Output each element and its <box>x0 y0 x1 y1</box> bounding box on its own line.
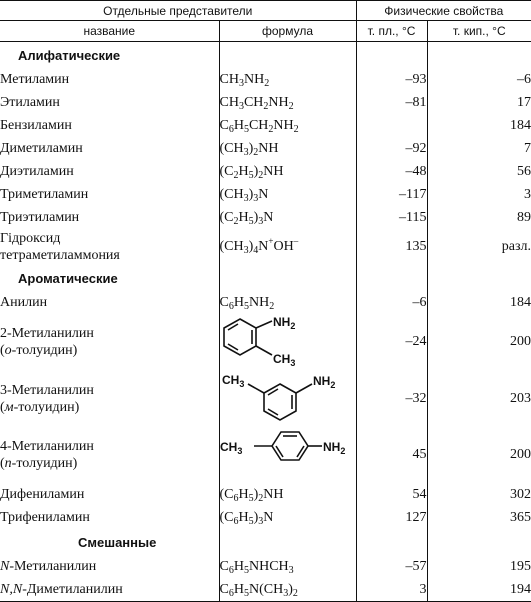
table-row <box>0 68 531 91</box>
svg-text:NH2: $NH_2$ <box>272 315 295 331</box>
table-row <box>0 114 531 137</box>
compound-formula: $C_6H_5N(CH_3)_2$ <box>219 578 356 602</box>
column-header-melting-point: т. пл., °С <box>356 21 427 42</box>
table-row <box>0 91 531 114</box>
group-header-representatives: Отдельные представители <box>0 1 356 21</box>
svg-text:CH3: $CH_3$ <box>219 440 242 456</box>
compound-name: Гідроксид тетраметиламмония <box>0 231 120 263</box>
section-row-aromatic <box>0 265 531 291</box>
p-toluidine-structure-icon <box>220 428 354 482</box>
compound-formula: $(C_2H_5)_2NH$ <box>219 160 356 183</box>
m-toluidine-structure-icon <box>220 372 350 426</box>
section-title-mixed: Смешанные <box>78 534 157 550</box>
section-row-mixed <box>0 529 531 555</box>
boiling-point: 195 <box>427 555 531 578</box>
table-row <box>0 483 531 506</box>
melting-point: –115 <box>356 206 427 229</box>
boiling-point: 302 <box>427 483 531 506</box>
table-row <box>0 506 531 529</box>
compound-formula: $CH_3CH_2NH_2$ <box>219 91 356 114</box>
compound-name: 2-Метиланилин (о-толуидин) <box>0 326 94 358</box>
melting-point: –117 <box>356 183 427 206</box>
svg-text:NH2: $NH_2$ <box>322 440 345 456</box>
column-header-name: название <box>0 21 219 42</box>
table-row <box>0 427 531 483</box>
compound-formula: $(C_6H_5)_3N$ <box>219 506 356 529</box>
boiling-point: –6 <box>427 68 531 91</box>
compound-formula: $(CH_3)_4N^+OH^-$ <box>219 229 356 265</box>
melting-point <box>356 114 427 137</box>
melting-point: –92 <box>356 137 427 160</box>
boiling-point: 184 <box>427 291 531 314</box>
section-title-aliphatic: Алифатические <box>18 47 121 63</box>
table-row <box>0 314 531 370</box>
melting-point: 127 <box>356 506 427 529</box>
o-toluidine-structure-icon <box>220 315 350 369</box>
compound-structure-p-toluidine <box>219 427 356 483</box>
group-header-physical-properties: Физические свойства <box>356 1 531 21</box>
svg-text:CH3: $CH_3$ <box>221 372 244 389</box>
table-row <box>0 291 531 314</box>
table-row <box>0 370 531 427</box>
melting-point: –57 <box>356 555 427 578</box>
melting-point: –32 <box>356 370 427 427</box>
melting-point: 3 <box>356 578 427 602</box>
melting-point: 45 <box>356 427 427 483</box>
compound-formula: $CH_3NH_2$ <box>219 68 356 91</box>
compound-name: Метиламин <box>0 72 70 87</box>
compound-name: N,N-Диметиланилин <box>0 578 219 602</box>
compound-formula: $(C_6H_5)_2NH$ <box>219 483 356 506</box>
boiling-point: разл. <box>427 229 531 265</box>
table-row <box>0 137 531 160</box>
section-title-aromatic: Ароматические <box>18 270 118 286</box>
compound-name: Триметиламин <box>0 187 89 202</box>
boiling-point: 184 <box>427 114 531 137</box>
compound-formula: $C_6H_5NHCH_3$ <box>219 555 356 578</box>
boiling-point: 365 <box>427 506 531 529</box>
boiling-point: 89 <box>427 206 531 229</box>
compound-name: Этиламин <box>0 95 60 110</box>
boiling-point: 194 <box>427 578 531 602</box>
compound-name: Анилин <box>0 295 48 310</box>
boiling-point: 3 <box>427 183 531 206</box>
compound-structure-o-toluidine <box>219 314 356 370</box>
melting-point: 135 <box>356 229 427 265</box>
table-row <box>0 206 531 229</box>
table-row <box>0 183 531 206</box>
compound-name: 4-Метиланилин (п-толуидин) <box>0 439 94 471</box>
compound-name: Триэтиламин <box>0 210 80 225</box>
melting-point: 54 <box>356 483 427 506</box>
compound-formula: $(CH_3)_2NH$ <box>219 137 356 160</box>
compound-name: Диметиламин <box>0 141 83 156</box>
compound-name: Дифениламин <box>0 487 85 502</box>
svg-text:CH3: $CH_3$ <box>272 352 295 368</box>
boiling-point: 203 <box>427 370 531 427</box>
boiling-point: 7 <box>427 137 531 160</box>
compound-formula: $C_6H_5CH_2NH_2$ <box>219 114 356 137</box>
boiling-point: 200 <box>427 427 531 483</box>
boiling-point: 56 <box>427 160 531 183</box>
compound-name: Диэтиламин <box>0 164 74 179</box>
compound-name: Бензиламин <box>0 118 72 133</box>
boiling-point: 17 <box>427 91 531 114</box>
column-header-formula: формула <box>219 21 356 42</box>
table-row <box>0 160 531 183</box>
compound-structure-m-toluidine <box>219 370 356 427</box>
table-row <box>0 229 531 265</box>
compound-formula: $(CH_3)_3N$ <box>219 183 356 206</box>
melting-point: –24 <box>356 314 427 370</box>
compound-name: N-Метиланилин <box>0 559 97 574</box>
boiling-point: 200 <box>427 314 531 370</box>
section-row-aliphatic <box>0 42 531 69</box>
melting-point: –93 <box>356 68 427 91</box>
table-row <box>0 555 531 578</box>
svg-text:NH2: $NH_2$ <box>312 373 335 390</box>
compound-formula: $C_6H_5NH_2$ <box>219 291 356 314</box>
compound-name: 3-Метиланилин (м-толуидин) <box>0 382 94 415</box>
melting-point: –48 <box>356 160 427 183</box>
compound-formula: $(C_2H_5)_3N$ <box>219 206 356 229</box>
melting-point: –6 <box>356 291 427 314</box>
melting-point: –81 <box>356 91 427 114</box>
compound-name: Трифениламин <box>0 510 90 525</box>
table-row <box>0 578 531 602</box>
column-header-boiling-point: т. кип., °С <box>427 21 531 42</box>
